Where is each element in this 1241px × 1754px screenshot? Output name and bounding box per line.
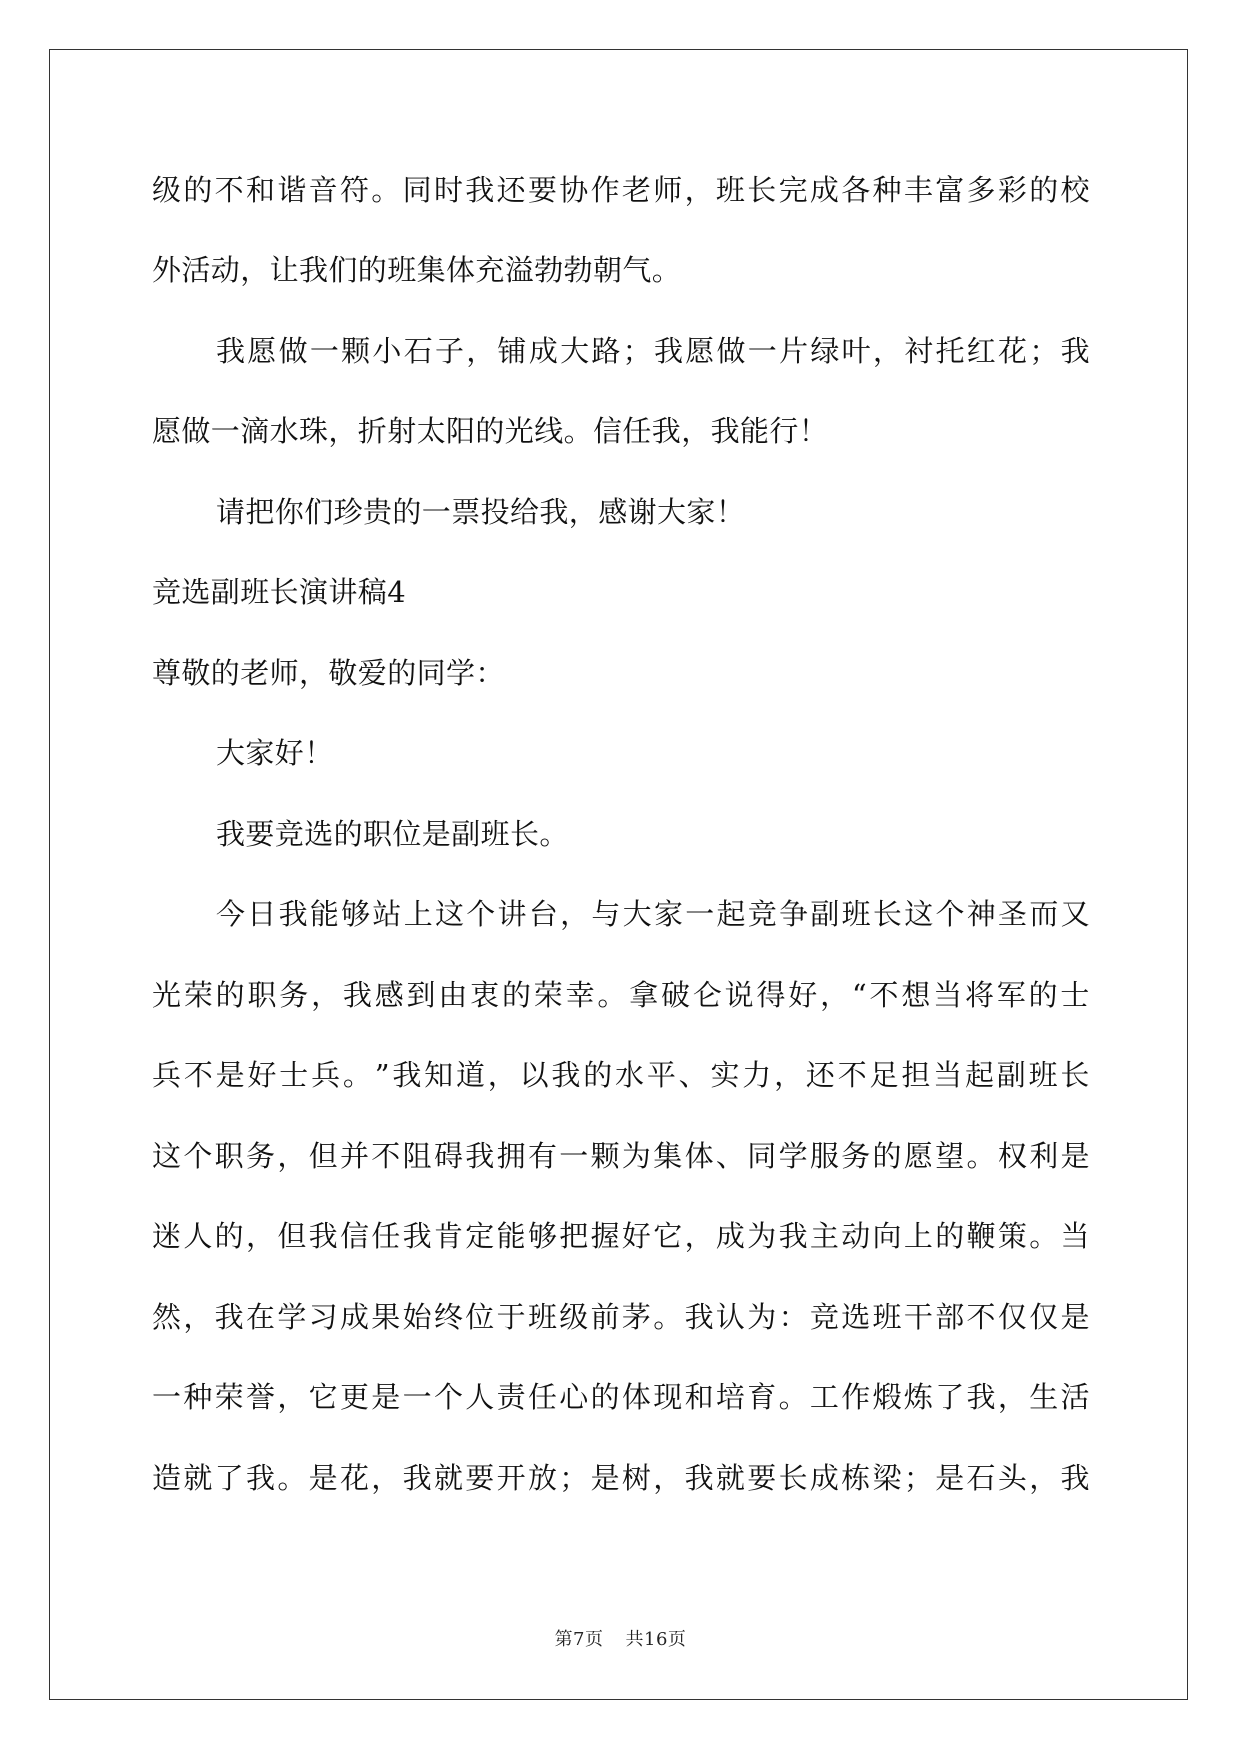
- text-line: 然 ， 我 在 学 习 成 果 始 终 位 于 班 级 前 茅 。 我 认 为 ： 竞 选 班 干 部 不 仅 仅 是: [152, 1300, 1090, 1334]
- text-line: 迷 人 的 ， 但 我 信 任 我 肯 定 能 够 把 握 好 它 ， 成 为 我 主 动 向 上 的 鞭 策 。 当: [152, 1219, 1090, 1253]
- section-heading: 竞选副班长演讲稿4: [152, 575, 407, 609]
- page-footer: [0, 1625, 1241, 1651]
- text-line: 级 的 不 和 谐 音 符 。 同 时 我 还 要 协 作 老 师 ， 班 长 完 成 各 种 丰 富 多 彩 的 校: [152, 173, 1090, 207]
- text-line: 外活动，让我们的班集体充溢勃勃朝气。: [152, 253, 682, 287]
- page-total: 共16页: [625, 1629, 687, 1650]
- text-line: 这 个 职 务 ， 但 并 不 阻 碍 我 拥 有 一 颗 为 集 体 、 同 学 服 务 的 愿 望 。 权 利 是: [152, 1139, 1090, 1173]
- text-line: 愿做一滴水珠，折射太阳的光线。信任我，我能行！: [152, 414, 829, 448]
- salutation: 尊敬的老师，敬爱的同学：: [152, 656, 505, 690]
- greeting: 大家好！: [216, 736, 334, 770]
- text-line: 今 日 我 能 够 站 上 这 个 讲 台 ， 与 大 家 一 起 竞 争 副 班 长 这 个 神 圣 而 又: [216, 897, 1090, 931]
- text-line: 一 种 荣 誉 ， 它 更 是 一 个 人 责 任 心 的 体 现 和 培 育 。 工 作 煅 炼 了 我 ， 生 活: [152, 1380, 1090, 1414]
- text-line: 兵 不 是 好 士 兵 。 ” 我 知 道 ， 以 我 的 水 平 、 实 力 ， 还 不 足 担 当 起 副 班 长: [152, 1058, 1090, 1092]
- page-number: 第7页: [554, 1629, 604, 1650]
- text-line: 请把你们珍贵的一票投给我，感谢大家！: [216, 495, 746, 529]
- text-line: 光 荣 的 职 务 ， 我 感 到 由 衷 的 荣 幸 。 拿 破 仑 说 得 好 ， “ 不 想 当 将 军 的 士: [152, 978, 1090, 1012]
- text-line: 我要竞选的职位是副班长。: [216, 817, 569, 851]
- text-line: 我 愿 做 一 颗 小 石 子 ， 铺 成 大 路 ； 我 愿 做 一 片 绿 叶 ， 衬 托 红 花 ； 我: [216, 334, 1090, 368]
- text-line: 造 就 了 我 。 是 花 ， 我 就 要 开 放 ； 是 树 ， 我 就 要 长 成 栋 梁 ； 是 石 头 ， 我: [152, 1461, 1090, 1495]
